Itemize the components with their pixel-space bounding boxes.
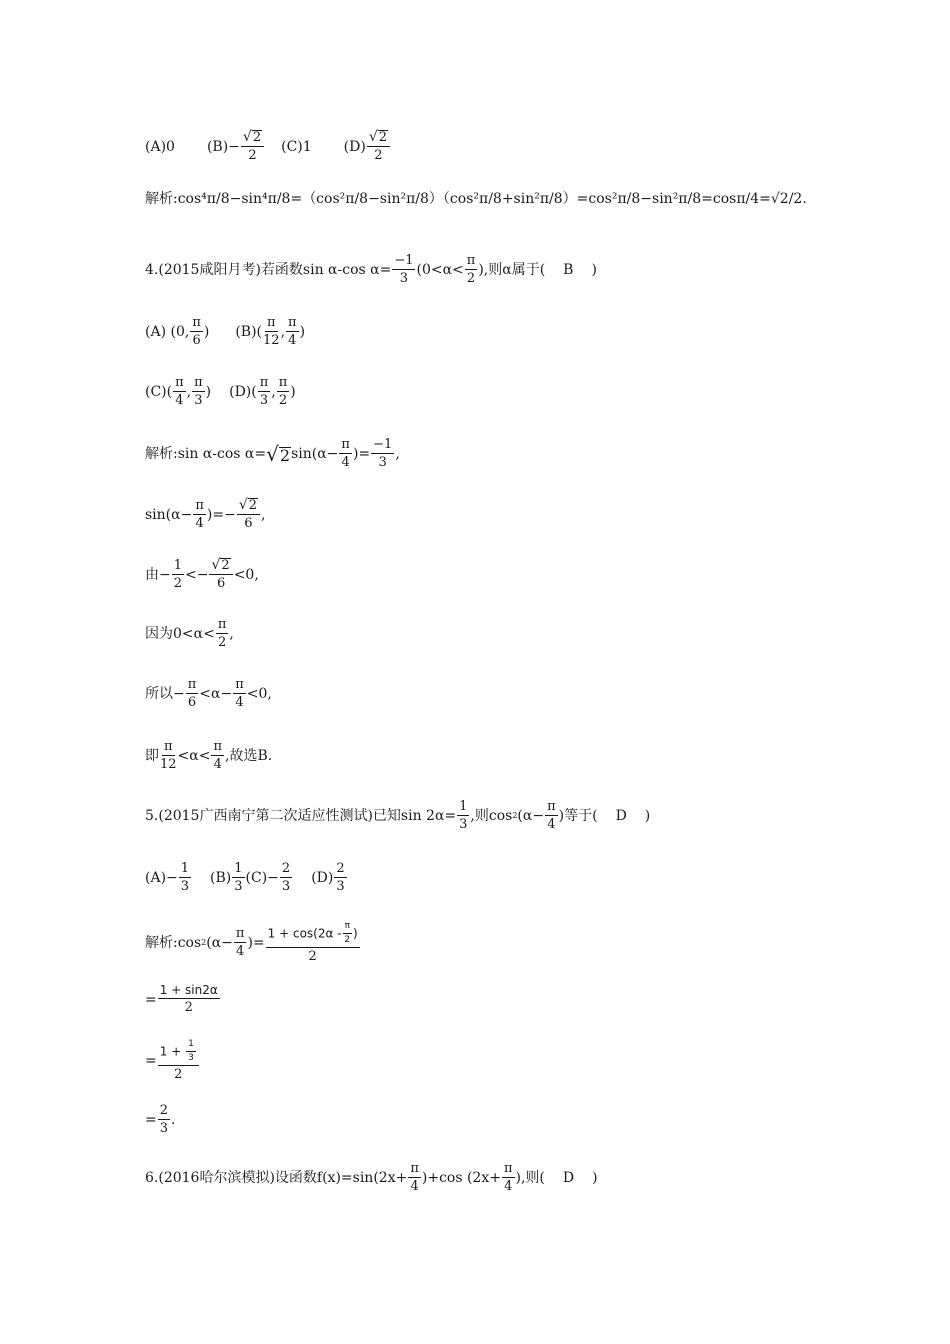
q4-solution-1: 解析:sin α-cos α= √ 2 sin(α− $\frac{\pi}{4}$ )= $\frac{-1}{3}$ ,	[145, 437, 400, 471]
q5-stem: 5.(2015广西南宁第二次适应性测试)已知sin 2α= $\frac{1}{3}$ ,则cos 2 (α− $\frac{\pi}{4}$ )等于( D )	[145, 799, 651, 833]
q4-options-ab: (A) (0, π 6 ) (B)( π 12 , π 4 )	[145, 315, 306, 349]
q4-solution-6: 即 π 12 <α< π 4 ,故选B.	[145, 739, 273, 773]
q4-stem-close: )	[591, 262, 597, 279]
q4-option-c: (C)(	[145, 384, 173, 401]
q5-solution-4: = $\frac{2}{3}$ .	[145, 1103, 176, 1137]
q3-solution	[145, 192, 807, 206]
q4-stem-prefix: 4.(2015咸阳月考)若函数sin α-cos α=	[145, 262, 392, 279]
q5-option-d: (D)	[311, 870, 334, 887]
q4-option-b: (B)(	[235, 324, 263, 341]
q4-stem-suffix: ),则α属于(	[478, 262, 546, 279]
q5-solution-3: = 1 + $\frac{1}{3}$ 2	[145, 1040, 200, 1082]
q5-option-b: (B)	[210, 870, 232, 887]
q3-option-a: (A)0	[145, 138, 175, 155]
q5-answer: D	[615, 808, 627, 825]
q5-solution-1: 解析:cos 2 (α− $\frac{\pi}{4}$ )= 1 + cos(2α - $\frac{\pi}{2}$ ) 2	[145, 921, 358, 964]
q4-solution-4: 因为0<α< π 2 ,	[145, 617, 234, 651]
q4-solution-2: sin(α− $\frac{\pi}{4}$ )=− √ 2 6 ,	[145, 497, 266, 532]
q3-option-d: (D)	[343, 138, 366, 155]
q6-answer: D	[562, 1170, 575, 1187]
q3-options	[145, 130, 391, 164]
q5-options: (A)− $\frac{1}{3}$ (B) 1 3 (C)− $\frac{2}{3}$ (D) 2 3	[145, 861, 345, 895]
q3-option-b: (B)−	[206, 138, 240, 155]
q3-solution-label: 解析:	[145, 191, 178, 207]
q4-stem	[145, 254, 597, 287]
q4-option-d: (D)(	[229, 384, 257, 401]
q4-solution-3: 由− $\frac{1}{2}$ <− √ 2 6 <0,	[145, 557, 259, 592]
q3-solution-text: cos⁴π/8−sin⁴π/8=（cos²π/8−sin²π/8）（cos²π/8+sin²π/8）=cos²π/8−sin²π/8=cosπ/4=√2/2.	[177, 191, 807, 207]
q4-stem-fraction: $\frac{-1}{3}$	[394, 253, 414, 287]
q4-answer: B	[563, 262, 574, 279]
q4-stem-mid: (0<α<	[416, 262, 464, 279]
q3-option-b-fraction: √ 2 2	[241, 130, 264, 164]
q5-option-c: (C)−	[245, 870, 279, 887]
q6-stem: 6.(2016哈尔滨模拟)设函数f(x)=sin(2x+ $\frac{\pi}{4}$ )+cos (2x+ $\frac{\pi}{4}$ ),则( D )	[145, 1161, 598, 1195]
q4-option-a: (A) (0,	[145, 324, 190, 341]
q4-solution-5: 所以− $\frac{\pi}{6}$ <α− $\frac{\pi}{4}$ <0,	[145, 677, 272, 711]
q4-stem-fraction2: π 2	[466, 253, 476, 287]
q5-solution-2: = $\frac{1 + \sin 2\alpha}{2}$	[145, 983, 218, 1016]
q4-options-cd: (C)( π 4 , π 3 ) (D)( π 3 , π 2 )	[145, 375, 296, 409]
q5-option-a: (A)−	[145, 870, 178, 887]
q3-option-c: (C)1	[281, 138, 312, 155]
q3-option-d-fraction: √ 2 2	[367, 130, 390, 164]
